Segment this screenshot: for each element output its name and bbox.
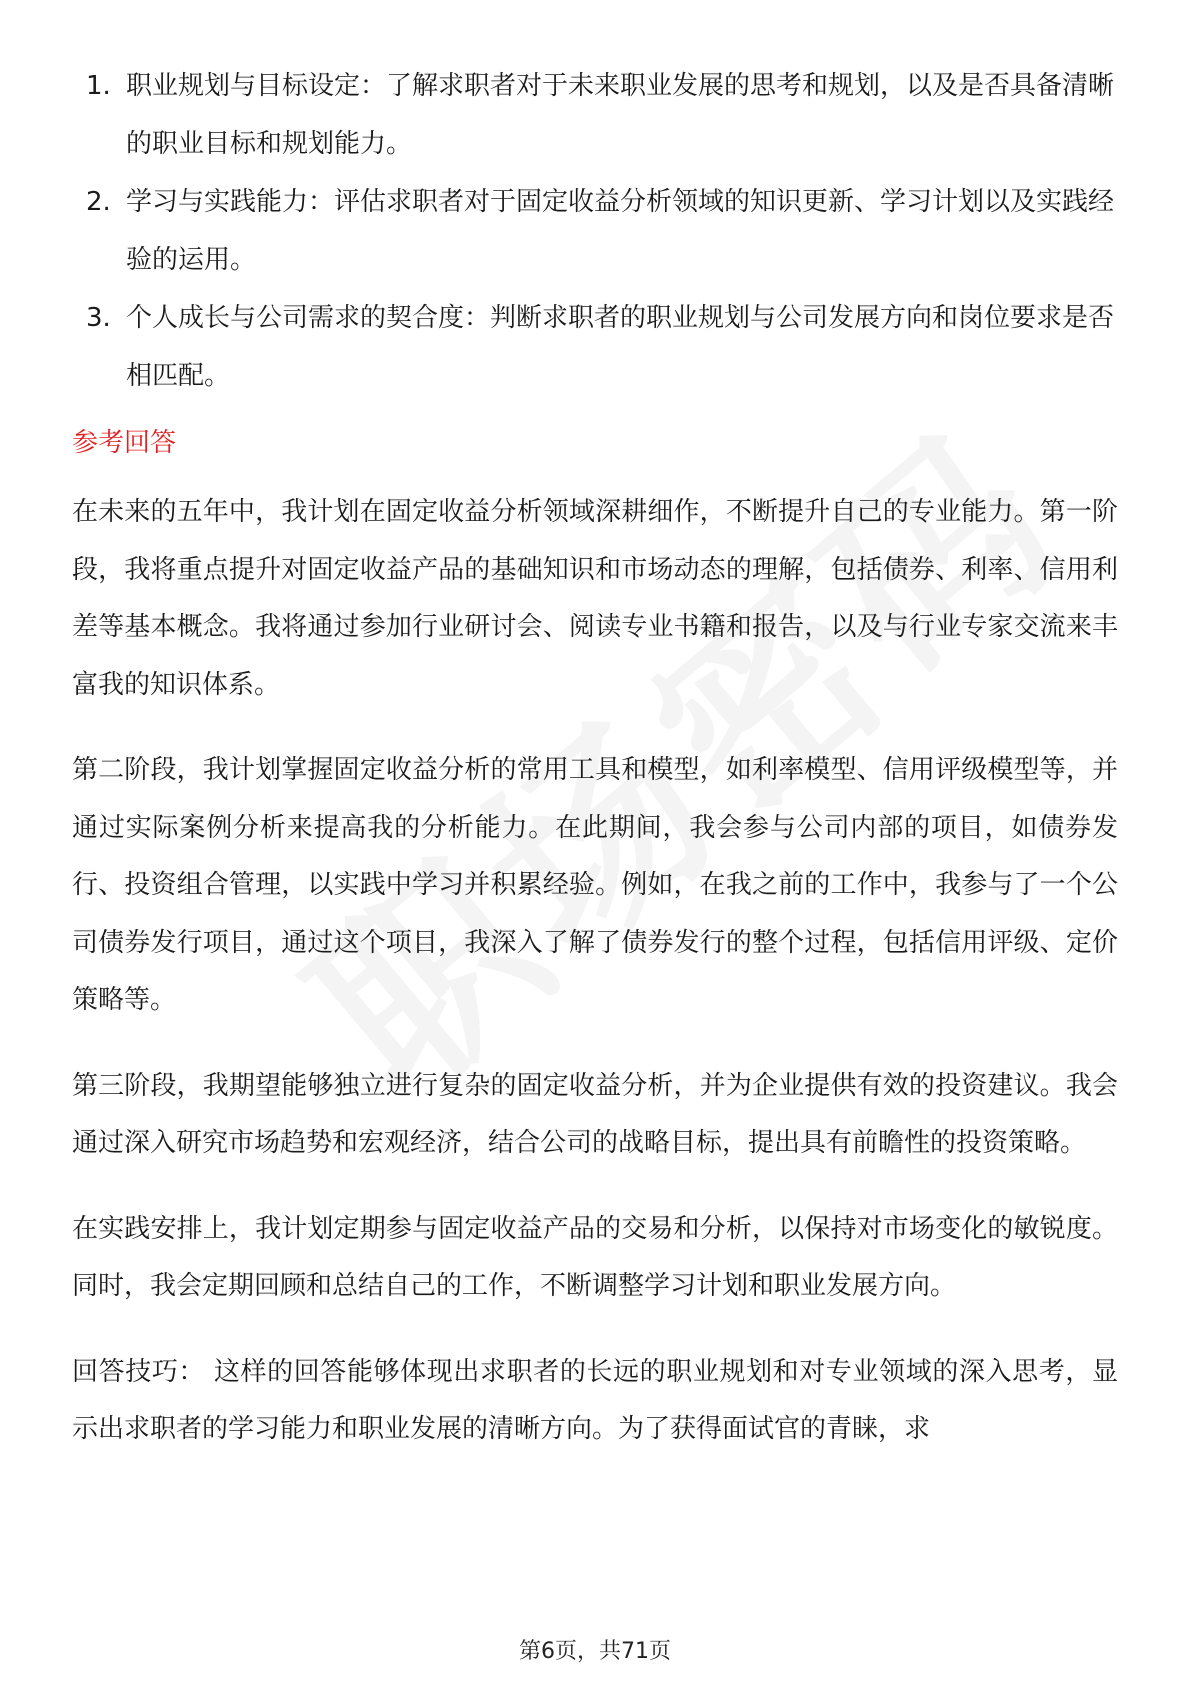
- answer-paragraph: 在未来的五年中，我计划在固定收益分析领域深耕细作，不断提升自己的专业能力。第一阶段，我将重点提升对固定收益产品的基础知识和市场动态的理解，包括债券、利率、信用利差等基本概念。我将通过参加行业研讨会、阅读专业书籍和报告，以及与行业专家交流来丰富我的知识体系。: [72, 497, 1118, 700]
- answer-paragraph: 在实践安排上，我计划定期参与固定收益产品的交易和分析，以保持对市场变化的敏锐度。同时，我会定期回顾和总结自己的工作，不断调整学习计划和职业发展方向。: [72, 1213, 1118, 1301]
- list-text: 职业规划与目标设定：了解求职者对于未来职业发展的思考和规划，以及是否具备清晰的职业目标和规划能力。: [126, 71, 1115, 159]
- page-number-footer: 第6页，共71页: [519, 1639, 671, 1664]
- answer-paragraph: 第三阶段，我期望能够独立进行复杂的固定收益分析，并为企业提供有效的投资建议。我会通过深入研究市场趋势和宏观经济，结合公司的战略目标，提出具有前瞻性的投资策略。: [72, 1070, 1118, 1158]
- list-item: [72, 290, 1118, 405]
- list-item: [72, 174, 1118, 289]
- answer-tips-paragraph: 回答技巧： 这样的回答能够体现出求职者的长远的职业规划和对专业领域的深入思考，显示出求职者的学习能力和职业发展的清晰方向。为了获得面试官的青睐，求: [72, 1356, 1118, 1444]
- list-text: 个人成长与公司需求的契合度：判断求职者的职业规划与公司发展方向和岗位要求是否相匹配。: [126, 303, 1115, 391]
- list-text: 学习与实践能力：评估求职者对于固定收益分析领域的知识更新、学习计划以及实践经验的运用。: [126, 187, 1115, 275]
- evaluation-criteria-list: [72, 58, 1118, 405]
- answer-paragraph: 第二阶段，我计划掌握固定收益分析的常用工具和模型，如利率模型、信用评级模型等，并通过实际案例分析来提高我的分析能力。在此期间，我会参与公司内部的项目，如债券发行、投资组合管理，以实践中学习并积累经验。例如，在我之前的工作中，我参与了一个公司债券发行项目，通过这个项目，我深入了解了债券发行的整个过程，包括信用评级、定价策略等。: [72, 755, 1118, 1015]
- list-number: 1.: [86, 71, 111, 101]
- list-number: 3.: [86, 303, 111, 333]
- list-number: 2.: [86, 187, 111, 217]
- list-item: [72, 58, 1118, 173]
- section-title-reference-answer: 参考回答: [72, 428, 177, 458]
- page-content: [72, 58, 1118, 1487]
